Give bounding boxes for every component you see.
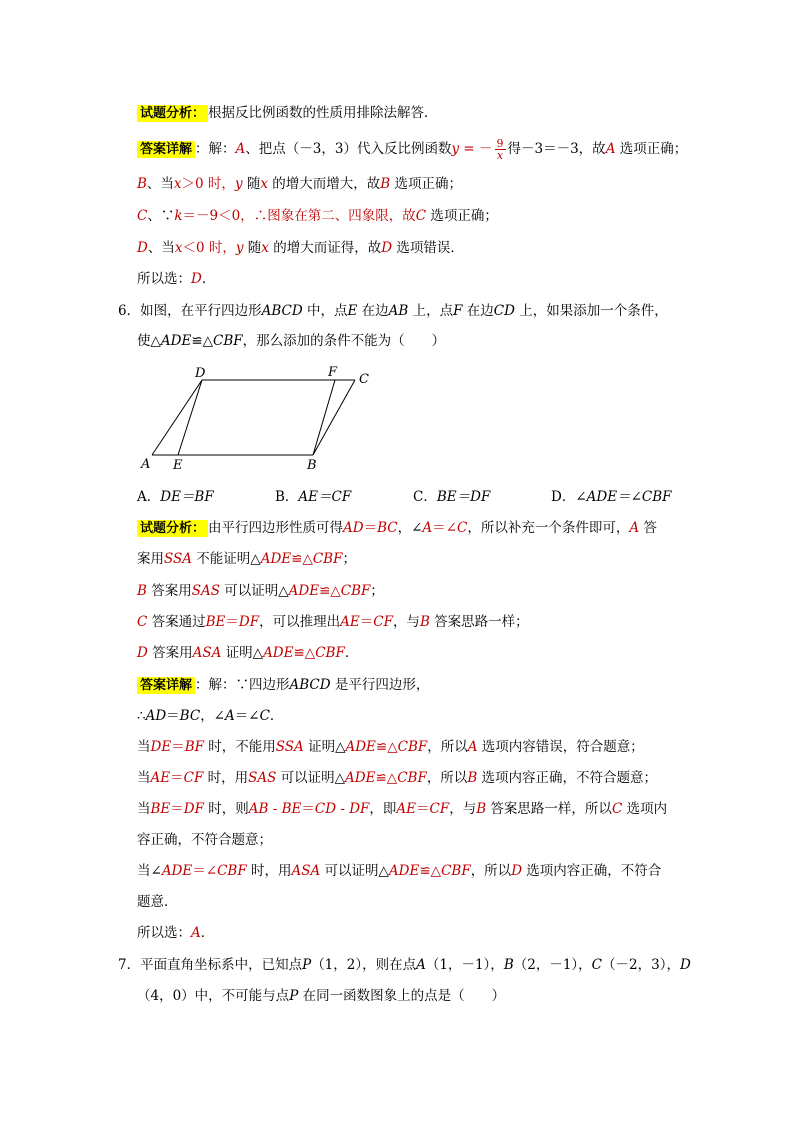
q6-solution-line6: 容正确，不符合题意； [137, 832, 272, 848]
choice-b[interactable]: B．AE＝CF [275, 489, 352, 505]
segment-de [178, 380, 202, 455]
segment-bf [313, 380, 335, 455]
q6-solution-line8: 题意． [137, 894, 178, 910]
q5-conclusion: 所以选：D． [137, 271, 216, 287]
q6-solution-line1: 答案详解 ：解：∵四边形ABCD 是平行四边形， [137, 675, 429, 696]
side-ad [152, 380, 202, 455]
q5-line-d: D、当x＜0 时，y 随x 的增大而证得，故D 选项错误． [137, 240, 464, 256]
answer-tag: 答案详解 [137, 677, 195, 694]
q6-choices [137, 487, 689, 507]
label-b: B [307, 458, 317, 473]
label-f: F [328, 365, 338, 380]
q6-analysis-line2: 案用SSA 不能证明△ADE≌△CBF； [137, 551, 356, 567]
q6-solution-line3: 当DE＝BF 时，不能用SSA 证明△ADE≌△CBF，所以A 选项内容错误，符合题意； [137, 739, 644, 755]
q5-line-b: B、当x＞0 时，y 随x 的增大而增大，故B 选项正确； [137, 176, 463, 192]
q6-analysis-line5: D 答案用ASA 证明△ADE≌△CBF． [137, 645, 359, 661]
q6-solution-line4: 当AE＝CF 时，用SAS 可以证明△ADE≌△CBF，所以B 选项内容正确，不符合题意； [137, 770, 658, 786]
q5-line-c: C、∵k＝－9＜0，∴图象在第二、四象限，故C 选项正确； [137, 208, 498, 224]
label-c: C [359, 372, 369, 387]
label-a: A [141, 457, 151, 472]
q6-solution-line5: 当BE＝DF 时，则AB - BE＝CD - DF，即AE＝CF，与B 答案思路一样，所以C 选项内 [137, 801, 668, 817]
q6-stem-line2: 使△ADE≌△CBF，那么添加的条件不能为（ ） [137, 333, 446, 349]
q6-stem-line1: 6．如图，在平行四边形ABCD 中，点E 在边AB 上，点F 在边CD 上，如果添加一个条件， [118, 303, 668, 319]
choice-c[interactable]: C．BE＝DF [413, 489, 491, 505]
label-d: D [195, 366, 206, 381]
q5-answer-a: 答案详解 ：解：A、把点（－3，3）代入反比例函数y = － $\frac{9}{x}$ 得－3＝－3，故A 选项正确； [137, 138, 687, 161]
q6-analysis-line1: 试题分析： 由平行四边形性质可得AD＝BC，∠A＝∠C，所以补充一个条件即可，A 答 [137, 518, 657, 539]
label-e: E [173, 458, 183, 473]
analysis-tag: 试题分析： [137, 105, 208, 122]
answer-tag: 答案详解 [137, 141, 195, 158]
q5-analysis: 试题分析： 根据反比例函数的性质用排除法解答． [137, 103, 438, 124]
parallelogram-figure [135, 360, 375, 475]
q6-solution-line7: 当∠ADE＝∠CBF 时，用ASA 可以证明△ADE≌△CBF，所以D 选项内容正确，不符合 [137, 863, 662, 879]
choice-d[interactable]: D．∠ADE＝∠CBF [551, 489, 672, 505]
fraction: $\frac{9}{x}$ [496, 137, 504, 162]
q6-solution-line2: ∴AD＝BC，∠A＝∠C． [137, 708, 284, 724]
question-number: 7． [118, 957, 141, 973]
q6-analysis-line4: C 答案通过BE＝DF，可以推理出AE＝CF，与B 答案思路一样； [137, 614, 529, 630]
choice-a[interactable]: A．DE＝BF [137, 489, 214, 505]
analysis-tag: 试题分析： [137, 520, 208, 537]
q6-conclusion: 所以选：A． [137, 925, 215, 941]
q7-stem-line1: 7．平面直角坐标系中，已知点P（1，2），则在点A（1，－1），B（2，－1），C（－2，3），D [118, 957, 691, 973]
question-number: 6． [118, 303, 141, 319]
q7-stem-line2: （4，0）中，不可能与点P 在同一函数图象上的点是（ ） [137, 988, 506, 1004]
side-bc [313, 380, 355, 455]
q6-analysis-line3: B 答案用SAS 可以证明△ADE≌△CBF； [137, 583, 384, 599]
